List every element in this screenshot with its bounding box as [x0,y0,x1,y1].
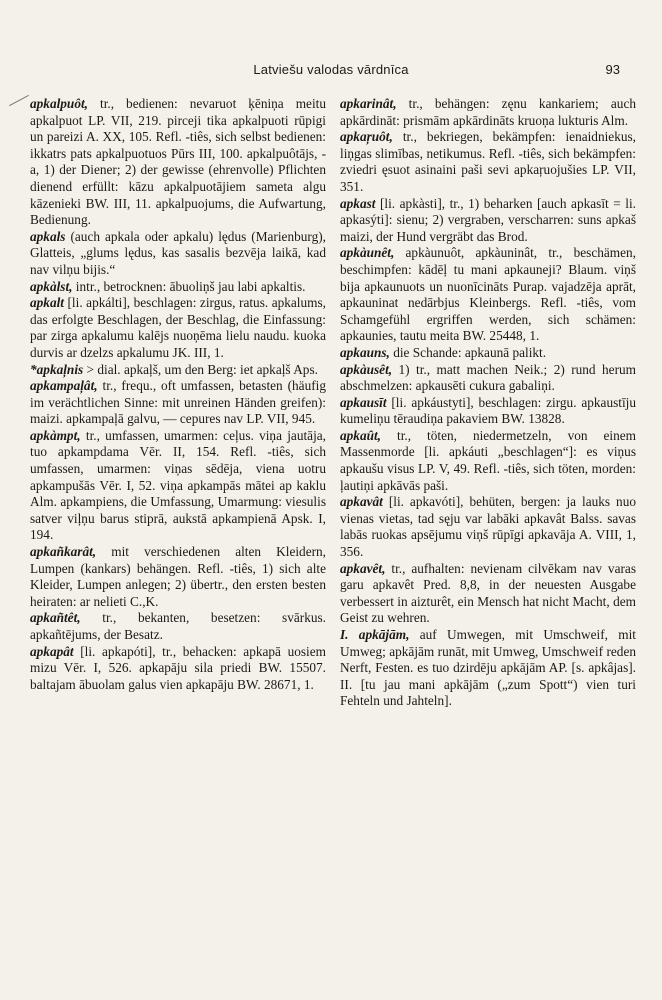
dictionary-entry [340,129,636,195]
dictionary-entry [340,561,636,627]
entry-headword: apkalt [30,295,64,311]
entry-headword: apkapât [30,643,74,659]
entry-headword: apkaût, [340,427,382,443]
entry-definition: die Schande: apkaunā palikt. [389,344,547,360]
dictionary-entry [340,494,636,560]
dictionary-entry [340,196,636,246]
dictionary-entry [30,378,326,428]
entry-definition: tr., bedienen: nevaruot ķēniņa meitu apkalpuot LP. VII, 219. pirceji tika apkalpuoti rūpigi un pareizi A. XX, 105. Refl. -tiês, sich selbst bedienen: ikkatrs pats apkalpuotuos Pūrs III, 100. apkalpuôtājs, -a, 1) der Diener; 2) der gewisse (ehrenvolle) Pflichten dienend erfüllt: kāzu apkalpuotājiem sameta algu kāzenieki BW. III, 11. apkalpuojums, die Aufwartung, Bedienung. [30,96,326,228]
entry-definition: 1) tr., matt machen Neik.; 2) rund herum abschmelzen: apkausēti cukura gabaliņi. [340,361,636,394]
entry-headword: apkàusêt, [340,361,393,377]
dictionary-entry [340,345,636,362]
entry-definition: apkàunuôt, apkàuninât, tr., beschämen, beschimpfen: kādēļ tu mani apkauneji? Blaum. viņš bija apkaunuots un nuonīcināts Purap. vajadzēja aprāt, apkauninat nedārbjus Kleinbergs. Refl. -tiês, vom Schamgefühl ergriffen werden, sich schämen: apkaunies, tautu meita BW. 25448, 1. [340,245,636,344]
dictionary-entry [340,428,636,494]
dictionary-entry [30,610,326,643]
dictionary-entry [30,96,326,229]
entry-definition: tr., bekanten, besetzen: svārkus. apkañtējums, der Besatz. [30,610,326,642]
entry-headword: apkaŗuôt, [340,129,393,145]
entry-headword: apkalpuôt, [30,96,88,111]
dictionary-entry [340,96,636,129]
margin-pen-mark [9,95,29,106]
entry-headword: apkañkarât, [30,544,97,560]
entry-headword: apkàlst, [30,278,73,294]
dictionary-entry [30,229,326,279]
entry-definition: auf Umwegen, mit Umschweif, mit Umweg; apkājām runāt, mit Umweg, Umschweif reden Nerft, Festen. es tuo dzirdēju apkājām AP. [s. apkâjas]. II. [tu jau mani apkājām („zum Spott“) vien turi Fehteln und Jahteln]. [340,627,636,709]
dictionary-entry [340,627,636,710]
entry-definition: [li. apkàsti], tr., 1) beharken [auch apkasīt = li. apkasýti]: sienu; 2) vergraben, verscharren: suns apkaš maizi, der Hund vergräbt das Brod. [340,195,636,244]
entry-definition: > dial. apkaļš, um den Berg: iet apkaļš Aps. [83,361,318,377]
right-column [340,96,636,710]
entry-headword: I. apkājām, [340,627,410,642]
entry-headword: apkavât [340,494,383,510]
entry-headword: apkàunêt, [340,245,395,261]
entry-headword: apkals [30,228,66,244]
entry-definition: tr., töten, niedermetzeln, von einem Massenmorde [li. apkáuti „beschlagen“]: es viņus apkaušu visus LP. V, 49. Refl. -tiês, sich töten, morden: ļautiņi apkāvās paši. [340,427,636,493]
entry-definition: tr., aufhalten: nevienam cilvēkam nav varas garu apkavêt Pred. 8,8, in der neuesten Ausgabe verbessert in aizturêt, ein Mensch hat nicht Macht, dem Geist zu wehren. [340,560,636,626]
entry-headword: apkañtêt, [30,610,81,626]
entry-headword: apkàmpt, [30,427,81,443]
entry-definition: mit verschiedenen alten Kleidern, Lumpen (kankars) behängen. Refl. -tiês, 1) sich alte Kleider, Lumpen anlegen; 2) übertr., den ersten besten heiraten: ar nelieti C.,K. [30,544,326,609]
entry-headword: apkarinât, [340,96,397,111]
entry-definition: [li. apkavóti], behüten, bergen: ja lauks nuo vienas vietas, tad sęju var labāki apkavât Balss. savas labās ruokas apsējumu viņš rūpīgi apkavāja A. VIII, 1, 356. [340,494,636,560]
entry-definition: intr., betrocknen: ābuoliņš jau labi apkaltis. [72,278,306,294]
entry-definition: tr., frequ., oft umfassen, betasten (häufig im verächtlichen Sinne: mit unreinen Händen greifen): maizi. apkampaļā galvu, — cepures nav LP. VII, 945. [30,378,326,427]
entry-headword: apkauns, [340,344,390,360]
dictionary-entry [30,544,326,610]
running-title: Latviešu valodas vārdnīca [253,62,409,77]
dictionary-entry [340,395,636,428]
entry-definition: (auch apkala oder apkalu) lędus (Marienburg), Glatteis, „glums lędus, kas sasalis bezvēja laikā, kad nav vilņu bijis.“ [30,228,326,277]
dictionary-entry [340,245,636,345]
dictionary-entry [30,362,326,379]
page-number: 93 [605,62,620,77]
dictionary-entry [30,644,326,694]
entry-definition: tr., bekriegen, bekämpfen: ienaidniekus, liņgas slimības, netikumus. Refl. -tiês, sich bekämpfen: zviedri ęsuot asinaini paši sevi apkaŗuojušies LP. VII, 351. [340,129,636,194]
dictionary-entry [340,362,636,395]
dictionary-entry [30,279,326,296]
entry-headword: apkast [340,195,376,211]
entry-definition: tr., umfassen, umarmen: ceļus. viņa jautāja, tuo apkampdama Vēr. II, 154. Refl. -tiês, sich umfassen, umarmen: viņas sēdēja, viena uotru apkampušās Vēr. I, 52. viņa apkampās mātei ap kaklu Alm. apkampiens, die Umfassung, Umarmung: viesulis satver viļņu barus stiprā, aukstā apkampienā Apsk. I, 194. [30,427,326,543]
entry-definition: tr., behängen: zęnu kankariem; auch apkārdināt: prismām apkārdināts kruoņa lukturis Alm. [340,96,636,128]
entry-headword: apkavêt, [340,560,386,576]
entry-definition: [li. apkálti], beschlagen: zirgus, ratus. apkalums, das erfolgte Beschlagen, der Beschlag, die Einfassung: par zirga apkalumu kalējs nuoņēma lielu naudu. kuoka durvis ar dzelzs apkalumu JK. III, 1. [30,295,326,360]
left-column [30,96,326,693]
dictionary-entry [30,295,326,361]
entry-definition: [li. apkáustyti], beschlagen: zirgu. apkaustīju kumeliņu tēraudiņa pakaviem BW. 13828. [340,394,636,427]
entry-definition: [li. apkapóti], tr., behacken: apkapā uosiem mizu Vēr. I, 526. apkapāju sila priedi BW. 15507. baltajam ābuolam galus vien apkapāju BW. 28671, 1. [30,643,326,692]
dictionary-entry [30,428,326,544]
entry-headword: apkampaļât, [30,378,98,394]
page-header [0,62,662,82]
entry-headword: *apkaļnis [30,361,84,377]
entry-headword: apkausīt [340,394,387,410]
